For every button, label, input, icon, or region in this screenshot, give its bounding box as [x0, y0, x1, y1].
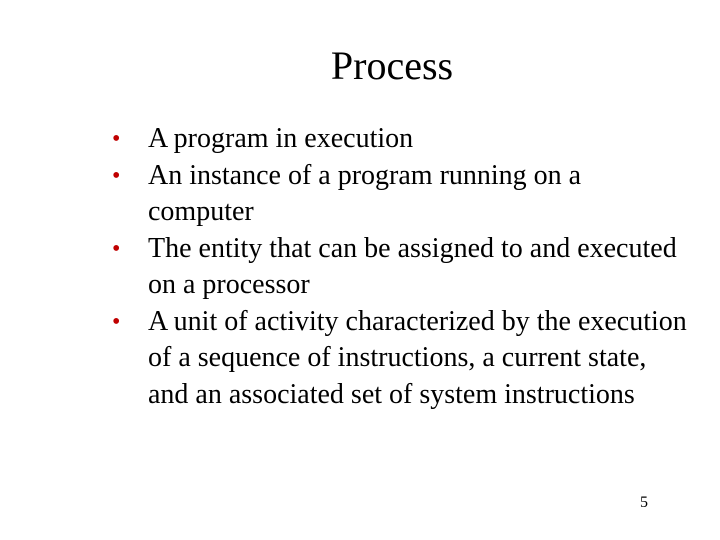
page-number: 5: [640, 494, 648, 511]
bullet-icon: •: [112, 126, 121, 152]
bullet-list: [112, 121, 692, 413]
bullet-item: [112, 121, 692, 158]
bullet-item: [112, 231, 692, 304]
bullet-text: A program in execution: [148, 123, 414, 154]
bullet-icon: •: [112, 162, 121, 189]
bullet-icon: •: [112, 308, 121, 335]
slide-title: Process: [330, 43, 454, 88]
bullet-icon: •: [112, 235, 121, 262]
bullet-text: An instance of a program running on a computer: [148, 159, 582, 227]
bullet-text: A unit of activity characterized by the execution of a sequence of instructions, a current state, and an associated set of system instructions: [148, 305, 687, 410]
bullet-item: [112, 158, 692, 231]
bullet-text: The entity that can be assigned to and executed on a processor: [148, 232, 677, 300]
bullet-item: [112, 304, 692, 414]
